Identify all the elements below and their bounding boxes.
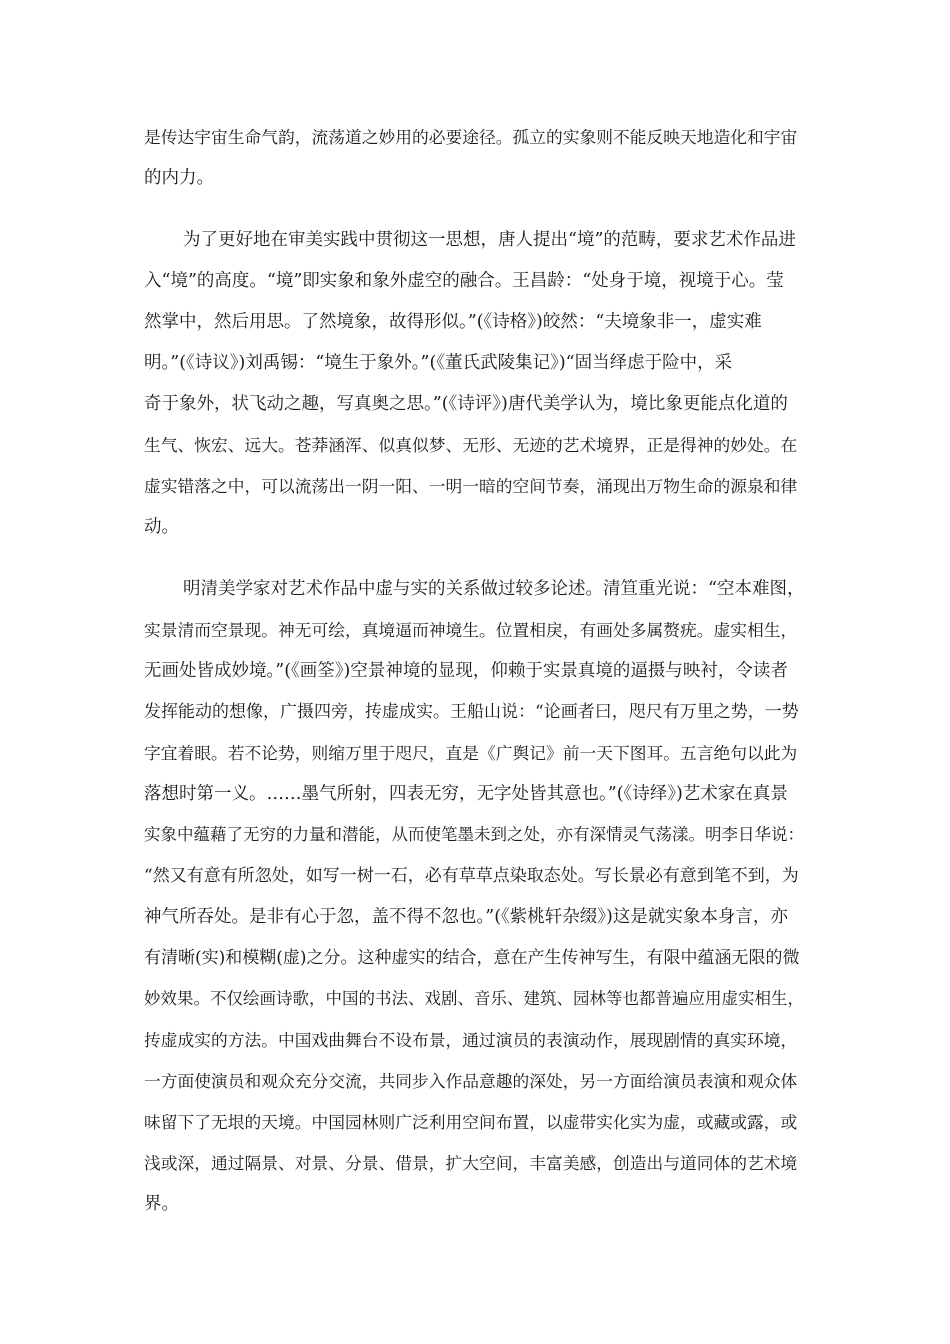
- paragraph-3-line-3: 无画处皆成妙境。”(《画筌》)空景神境的显现，仰赖于实景真境的逼摄与映衬，令读者: [144, 661, 788, 681]
- paragraph-3-line-5: 字宜着眼。若不论势，则缩万里于咫尺，直是《广舆记》前一天下图耳。五言绝句以此为: [144, 743, 798, 763]
- paragraph-3-line-8: “然又有意有所忽处，如写一树一石，必有草草点染取态处。写长景必有意到笔不到，为: [144, 866, 799, 886]
- paragraph-3-line-13: 一方面使演员和观众充分交流，共同步入作品意趣的深处，另一方面给演员表演和观众体: [144, 1071, 798, 1091]
- paragraph-2-line-2: 入“境”的高度。“境”即实象和象外虚空的融合。王昌龄：“处身于境，视境于心。莹: [144, 271, 784, 291]
- paragraph-3-line-10: 有清晰(实)和模糊(虚)之分。这种虚实的结合，意在产生传神写生，有限中蕴涵无限的微: [144, 948, 800, 968]
- paragraph-2-line-3: 然掌中，然后用思。了然境象，故得形似。”(《诗格》)皎然：“夫境象非一，虚实难: [144, 312, 762, 332]
- paragraph-3-line-1: 明清美学家对艺术作品中虚与实的关系做过较多论述。清笪重光说：“空本难图，: [183, 579, 805, 599]
- paragraph-3-line-6: 落想时第一义。……墨气所射，四表无穷，无字处皆其意也。”(《诗绎》)艺术家在真景: [144, 784, 788, 804]
- paragraph-3-line-15: 浅或深，通过隔景、对景、分景、借景，扩大空间，丰富美感，创造出与道同体的艺术境: [144, 1153, 798, 1173]
- paragraph-2-line-1: 为了更好地在审美实践中贯彻这一思想，唐人提出“境”的范畴，要求艺术作品进: [183, 230, 796, 250]
- paragraph-2-line-5: 奇于象外，状飞动之趣，写真奥之思。”(《诗评》)唐代美学认为，境比象更能点化道的: [144, 394, 788, 414]
- paragraph-2-line-4: 明。”(《诗议》)刘禹锡：“境生于象外。”(《董氏武陵集记》)“固当绎虑于险中，采: [144, 353, 733, 373]
- paragraph-2-line-7: 虚实错落之中，可以流荡出一阴一阳、一明一暗的空间节奏，涌现出万物生命的源泉和律: [144, 476, 798, 496]
- paragraph-1-line-1: 是传达宇宙生命气韵，流荡道之妙用的必要途径。孤立的实象则不能反映天地造化和宇宙: [144, 127, 798, 147]
- paragraph-3-line-7: 实象中蕴藉了无穷的力量和潜能，从而使笔墨未到之处，亦有深情灵气荡漾。明李日华说：: [144, 825, 804, 844]
- paragraph-3-line-4: 发挥能动的想像，广摄四旁，抟虚成实。王船山说：“论画者曰，咫尺有万里之势，一势: [144, 702, 799, 722]
- paragraph-2-line-6: 生气、恢宏、远大。苍莽涵浑、似真似梦、无形、无迹的艺术境界，正是得神的妙处。在: [144, 435, 798, 455]
- paragraph-3-line-2: 实景清而空景现。神无可绘，真境逼而神境生。位置相戾，有画处多属赘疣。虚实相生，: [144, 620, 798, 640]
- paragraph-1-line-2: 的内力。: [144, 168, 214, 188]
- paragraph-3-line-11: 妙效果。不仅绘画诗歌，中国的书法、戏剧、音乐、建筑、园林等也都普遍应用虚实相生，: [144, 989, 804, 1008]
- paragraph-2-line-8: 动。: [144, 517, 179, 537]
- paragraph-3-line-12: 抟虚成实的方法。中国戏曲舞台不设布景，通过演员的表演动作，展现剧情的真实环境，: [144, 1030, 798, 1050]
- paragraph-3-line-16: 界。: [144, 1194, 179, 1214]
- paragraph-3-line-9: 神气所吞处。是非有心于忽，盖不得不忽也。”(《紫桃轩杂缀》)这是就实象本身言，亦: [144, 907, 788, 927]
- paragraph-3-line-14: 味留下了无垠的天境。中国园林则广泛利用空间布置，以虚带实化实为虚，或藏或露，或: [144, 1112, 798, 1132]
